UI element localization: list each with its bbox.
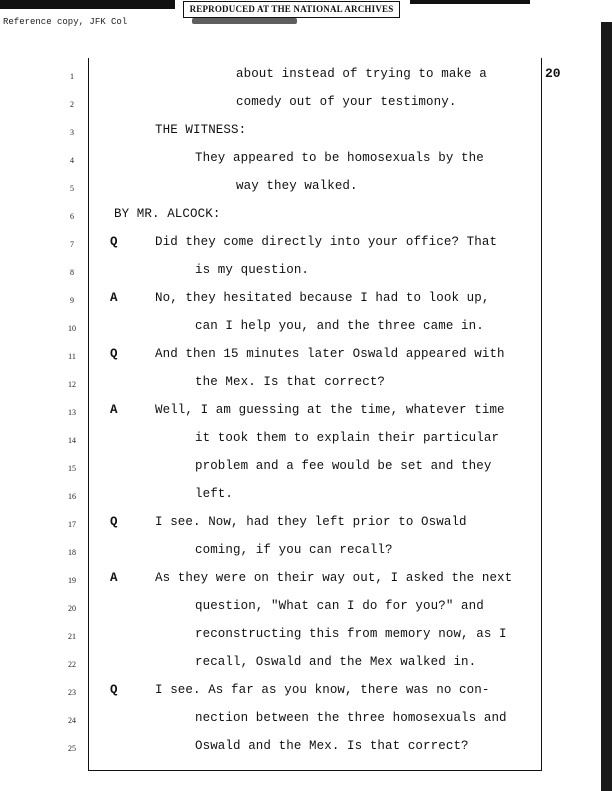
- transcript-line: can I help you, and the three came in.: [195, 319, 484, 333]
- line-number: 24: [68, 716, 76, 725]
- transcript-line: recall, Oswald and the Mex walked in.: [195, 655, 477, 669]
- line-number: 17: [68, 520, 76, 529]
- question-marker: Q: [110, 235, 118, 249]
- line-number: 15: [68, 464, 76, 473]
- line-number: 25: [68, 744, 76, 753]
- question-marker: Q: [110, 347, 118, 361]
- line-number: 5: [70, 184, 74, 193]
- transcript-line: As they were on their way out, I asked the next: [155, 571, 513, 585]
- transcript-line: it took them to explain their particular: [195, 431, 500, 445]
- line-number: 9: [70, 296, 74, 305]
- page-number: 20: [545, 66, 561, 81]
- line-number: 19: [68, 576, 76, 585]
- line-number: 10: [68, 324, 76, 333]
- line-number: 12: [68, 380, 76, 389]
- transcript-line: comedy out of your testimony.: [236, 95, 457, 109]
- scan-artifact-top-left: [0, 0, 175, 9]
- transcript-line: Oswald and the Mex. Is that correct?: [195, 739, 469, 753]
- answer-marker: A: [110, 403, 118, 417]
- line-number: 21: [68, 632, 76, 641]
- transcript-line: reconstructing this from memory now, as I: [195, 627, 507, 641]
- line-number: 22: [68, 660, 76, 669]
- transcript-line: about instead of trying to make a: [236, 67, 487, 81]
- transcript-line: No, they hesitated because I had to look up,: [155, 291, 490, 305]
- line-number: 1: [70, 72, 74, 81]
- transcript-line: is my question.: [195, 263, 310, 277]
- transcript-line: I see. Now, had they left prior to Oswald: [155, 515, 467, 529]
- transcript-line: the Mex. Is that correct?: [195, 375, 386, 389]
- transcript-line: question, "What can I do for you?" and: [195, 599, 484, 613]
- line-number: 20: [68, 604, 76, 613]
- question-marker: Q: [110, 683, 118, 697]
- answer-marker: A: [110, 291, 118, 305]
- scan-artifact-top-right: [410, 0, 530, 4]
- line-number: 4: [70, 156, 74, 165]
- speaker-label: THE WITNESS:: [155, 123, 247, 137]
- line-number: 18: [68, 548, 76, 557]
- line-number: 23: [68, 688, 76, 697]
- examiner-label: BY MR. ALCOCK:: [114, 207, 221, 221]
- reference-copy-label: Reference copy, JFK Col: [3, 17, 128, 27]
- line-number: 14: [68, 436, 76, 445]
- answer-marker: A: [110, 571, 118, 585]
- scan-smudge: [192, 18, 297, 24]
- transcript-line: Did they come directly into your office? That: [155, 235, 498, 249]
- line-number: 13: [68, 408, 76, 417]
- transcript-line: And then 15 minutes later Oswald appeared with: [155, 347, 505, 361]
- line-number: 3: [70, 128, 74, 137]
- transcript-line: way they walked.: [236, 179, 358, 193]
- transcript-line: They appeared to be homosexuals by the: [195, 151, 484, 165]
- question-marker: Q: [110, 515, 118, 529]
- scan-artifact-right-edge: [601, 22, 612, 791]
- line-number: 16: [68, 492, 76, 501]
- transcript-line: left.: [195, 487, 234, 501]
- line-number: 8: [70, 268, 74, 277]
- line-number: 6: [70, 212, 74, 221]
- line-number: 7: [70, 240, 74, 249]
- line-number: 11: [68, 352, 76, 361]
- transcript-line: nection between the three homosexuals and: [195, 711, 507, 725]
- transcript-line: Well, I am guessing at the time, whatever time: [155, 403, 505, 417]
- transcript-line: problem and a fee would be set and they: [195, 459, 492, 473]
- archives-stamp: REPRODUCED AT THE NATIONAL ARCHIVES: [183, 1, 400, 18]
- transcript-line: I see. As far as you know, there was no con-: [155, 683, 490, 697]
- transcript-line: coming, if you can recall?: [195, 543, 393, 557]
- line-number: 2: [70, 100, 74, 109]
